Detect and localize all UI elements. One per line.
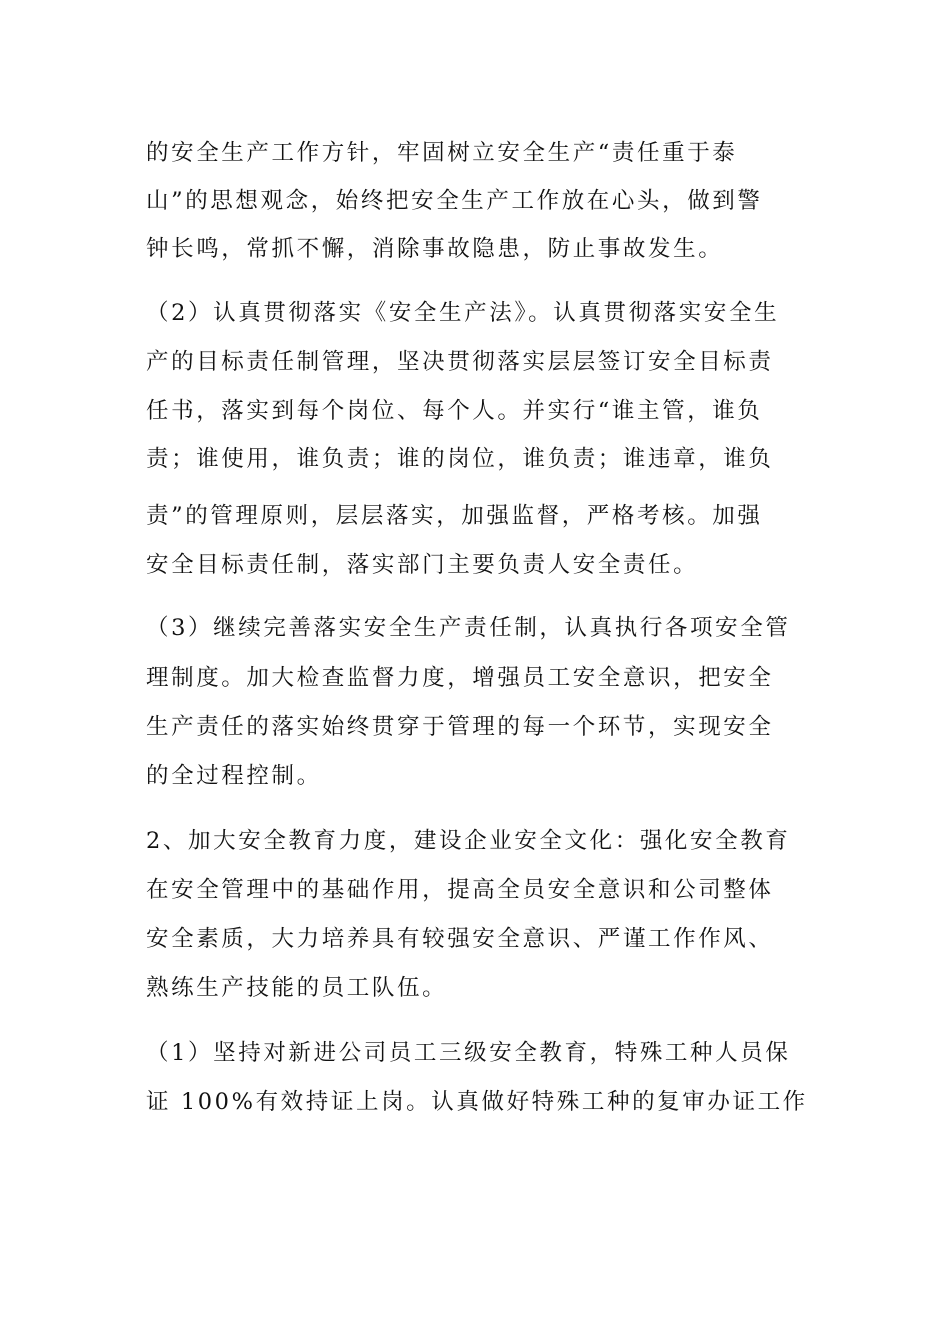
text-line: 责；谁使用，谁负责；谁的岗位，谁负责；谁违章，谁负 [146,446,774,472]
text-line: 理制度。加大检查监督力度，增强员工安全意识，把安全 [146,665,774,691]
text-line: （3）继续完善落实安全生产责任制，认真执行各项安全管 [146,615,791,641]
text-line: 在安全管理中的基础作用，提高全员安全意识和公司整体 [146,877,774,903]
text-line: 安全目标责任制，落实部门主要负责人安全责任。 [146,552,699,578]
text-line: （1）坚持对新进公司员工三级安全教育，特殊工种人员保 [146,1040,791,1066]
text-line: 的全过程控制。 [146,763,322,789]
text-line: 责”的管理原则，层层落实，加强监督，严格考核。加强 [146,503,763,529]
text-line: 熟练生产技能的员工队伍。 [146,975,448,1001]
text-line: 安全素质，大力培养具有较强安全意识、严谨工作作风、 [146,926,774,952]
text-line: 产的目标责任制管理，坚决贯彻落实层层签订安全目标责 [146,349,774,375]
text-line: 2、加大安全教育力度，建设企业安全文化：强化安全教育 [146,828,791,854]
text-line: 的安全生产工作方针，牢固树立安全生产“责任重于泰 [146,140,738,166]
text-line: 证 100%有效持证上岗。认真做好特殊工种的复审办证工作 [146,1089,808,1115]
text-line: 钟长鸣，常抓不懈，消除事故隐患，防止事故发生。 [146,236,724,262]
text-line: 生产责任的落实始终贯穿于管理的每一个环节，实现安全 [146,714,774,740]
text-line: 任书，落实到每个岗位、每个人。并实行“谁主管，谁负 [146,398,763,424]
text-line: （2）认真贯彻落实《安全生产法》。认真贯彻落实安全生 [146,300,780,326]
text-line: 山”的思想观念，始终把安全生产工作放在心头，做到警 [146,188,763,214]
